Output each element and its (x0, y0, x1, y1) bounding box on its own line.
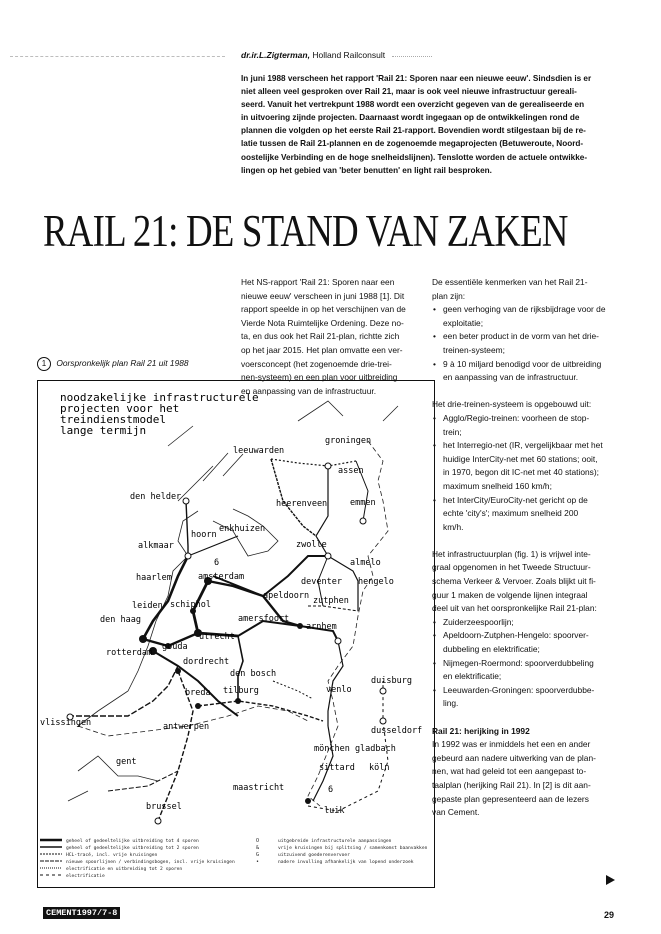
city-label-assen: assen (338, 466, 364, 476)
intro-line: niet alleen veel gesproken over Rail 21, maar is ook veel nieuwe infrastructuur gereali- (241, 87, 577, 97)
city-label-zwolle: zwolle (296, 540, 327, 550)
station-den-helder (183, 498, 189, 504)
city-label-arnhem: arnhem (306, 622, 337, 632)
city-label-deventer: deventer (301, 577, 342, 587)
bullet-line: en aanpassing van de infrastructuur. (443, 372, 579, 383)
body-line: Het NS-rapport 'Rail 21: Sporen naar een (241, 277, 395, 287)
bullet-item: • Zuiderzeespoorlijn; (432, 616, 622, 630)
legend-symbol: • (256, 859, 260, 865)
legend-item: geheel of gedeeltelijke uitbreiding tot 4 sporen (66, 839, 199, 844)
bullet-line: km/h. (443, 521, 464, 532)
city-label-vlissingen: vlissingen (40, 718, 92, 728)
continue-arrow-icon (606, 875, 615, 885)
legend-left-text (66, 838, 235, 879)
legend-item: vrije kruisingen bij splitsing / samenkomst baanvakken (278, 846, 428, 851)
rail-line-den-helder-alkmaar (186, 501, 188, 556)
city-label-schiphol: schiphol (170, 600, 211, 610)
figure-caption-text: Oorspronkelijk plan Rail 21 uit 1988 (56, 358, 189, 368)
map-title (60, 391, 259, 437)
bullet-line: en elektrificatie; (443, 671, 502, 682)
body-line: guur 1 maken de volgende lijnen integraal (432, 589, 588, 600)
bullet-line: dubbeling en elektrificatie; (443, 644, 540, 655)
city-label-gouda: gouda (162, 642, 188, 652)
bullet-item: • 9 à 10 miljard benodigd voor de uitbreiding (432, 358, 622, 372)
city-label-groningen: groningen (325, 436, 372, 446)
city-label-hengelo: hengelo (358, 577, 394, 587)
body-line: en aanpassing van de infrastructuur. (241, 385, 377, 396)
rail-line-leeuwarden-zwolle (271, 459, 316, 536)
city-label-zutphen: zutphen (313, 596, 349, 606)
section-heading: Rail 21: herijking in 1992 (432, 725, 530, 736)
city-label-amersfoort: amersfoort (238, 614, 290, 624)
bullet-line: treinen-systeem; (443, 344, 505, 355)
body-line: taalplan (herijking Rail 21). In [2] is dit aan- (432, 779, 591, 790)
city-label-venlo: venlo (326, 685, 352, 695)
city-label-duisburg: duisburg (371, 676, 412, 686)
byline-dotted-rule (392, 56, 432, 57)
legend-item: uitgebreide infrastructurele aanpassingen (278, 839, 392, 844)
body-line: nen, wat had geleid tot een aangepast to- (432, 766, 587, 777)
header-dashed-rule (10, 56, 225, 57)
city-label-leeuwarden: leeuwarden (233, 446, 285, 456)
article-title: RAIL 21: DE STAND VAN ZAKEN (43, 206, 568, 256)
city-label-leiden: leiden (132, 601, 163, 611)
intro-line: lingen op het gebied van 'beter benutten' en light rail besproken. (241, 165, 492, 175)
bullet-line: maximum snelheid 160 km/h; (443, 480, 552, 491)
legend-symbol: G (256, 852, 260, 858)
city-label-dusseldorf: dusseldorf (371, 726, 423, 736)
figure-number: 1 (37, 357, 51, 371)
legend-right-text (278, 838, 428, 865)
legend-item: uitzuivend goederenvervoer (278, 853, 350, 858)
city-label-g6: 6 (328, 785, 334, 795)
city-label-haarlem: haarlem (136, 573, 172, 583)
intro-line: in uitvoering zijnde projecten. Daarnaast wordt ingegaan op de ontwikkelingen rond de (241, 113, 580, 123)
bullet-item: • Leeuwarden-Groningen: spoorverdubbe- (432, 684, 622, 698)
station-den-haag (139, 635, 147, 643)
legend-symbol: O (256, 838, 260, 844)
body-line: De essentiële kenmerken van het Rail 21- (432, 277, 588, 287)
body-line: Het drie-treinen-systeem is opgebouwd uit: (432, 399, 592, 410)
map-title-line: lange termijn (60, 424, 147, 437)
legend-item: nadere invulling afhankelijk van lopend onderzoek (278, 860, 414, 865)
city-label-tilburg: tilburg (223, 686, 259, 696)
bullet-item: • geen verhoging van de rijksbijdrage voor de (432, 303, 622, 317)
city-label-amsterdam: amsterdam (198, 572, 245, 582)
bullet-line: echte 'city's'; maximum snelheid 200 (443, 508, 579, 519)
legend-item: electrificatie en uitbreiding tot 2 sporen (66, 867, 183, 872)
page-number: 29 (604, 910, 615, 920)
bullet-line: exploitatie; (443, 317, 484, 328)
city-label-breda: breda (185, 688, 211, 698)
legend-item: HCL-tracé, incl. vrije kruisingen (66, 853, 158, 858)
intro-line: In juni 1988 verscheen het rapport 'Rail 21: Sporen naar een nieuwe eeuw'. Sindsdien is er (241, 74, 592, 83)
bullet-item: • het Interregio-net (IR, vergelijkbaar met het (432, 439, 622, 453)
body-line: rapport speelde in op het verschijnen van de (241, 304, 406, 315)
body-line: nieuwe eeuw' verscheen in juni 1988 [1]. Dit (241, 290, 405, 301)
city-label-maastricht: maastricht (233, 783, 285, 793)
bullet-line: in 1970, begon dit IC-net met 40 stations); (443, 467, 599, 478)
belgian-coast (68, 756, 158, 801)
rail-map (38, 381, 434, 887)
body-line: nen-systeem) en een plan voor uitbreiding (241, 372, 398, 383)
body-line: schema Verkeer & Vervoer. Zoals blijkt uit fi- (432, 576, 596, 587)
rail-line-vlissingen-roosendaal (68, 666, 178, 716)
city-label-dordrecht: dordrecht (183, 657, 230, 667)
station-dordrecht (175, 668, 181, 674)
body-column-2 (432, 276, 622, 820)
rail-line-alkmaar-rotterdam (143, 556, 188, 639)
wadden-islands (178, 453, 243, 501)
body-line: voersconcept (het zogenoemde drie-trei- (241, 358, 392, 369)
body-line: ta, en dus ook het Rail 21-plan, richtte zich (241, 331, 400, 342)
intro-line: latie tussen de Rail 21-plannen en de zogenoemde megaprojecten (Betuweroute, Noord- (241, 139, 584, 149)
city-label-koln: köln (369, 763, 390, 773)
body-line: Het infrastructuurplan (fig. 1) is vrijwel inte- (432, 548, 591, 559)
author: dr.ir.L.Zigterman, (241, 50, 310, 60)
legend-right-symbols (256, 838, 259, 865)
bullet-item: • een beter product in de vorm van het drie- (432, 330, 622, 344)
legend-line-samples (40, 840, 62, 875)
city-label-den-helder: den helder (130, 492, 182, 502)
bullet-item: • Nijmegen-Roermond: spoorverdubbeling (432, 657, 622, 671)
bullet-line: trein; (443, 426, 462, 437)
map-title-line: treindienstmodel (60, 413, 166, 426)
station-brussel (155, 818, 161, 824)
city-label-brussel: brussel (146, 802, 182, 812)
byline (241, 50, 385, 60)
body-line: plan zijn: (432, 290, 466, 301)
city-label-alkmaar: alkmaar (138, 541, 174, 551)
station-breda (195, 703, 201, 709)
legend-item: geheel of gedeeltelijke uitbreiding tot 2 sporen (66, 846, 199, 851)
city-label-hoorn: hoorn (191, 530, 217, 540)
rail-line-gent-antwerpen (108, 771, 178, 791)
legend-symbol: & (256, 845, 260, 851)
city-label-enkhuizen: enkhuizen (219, 524, 266, 534)
intro-line: plannen die volgden op het eerste Rail 21-rapport. Bovendien wordt stilgestaan bij de re- (241, 126, 586, 136)
map-title-line: projecten voor het (60, 402, 180, 415)
body-line: gebeurd aan nadere uitwerking van de plan- (432, 752, 596, 763)
station-emmen (360, 518, 366, 524)
rail-line-den-bosch-nijmegen (273, 681, 313, 699)
station-arnhem (335, 638, 341, 644)
intro-line: seerd. Vanuit het vertrekpunt 1988 wordt een overzicht gegeven van de gerealiseerde en (241, 100, 585, 110)
rail-line-apeldoorn-hengelo (308, 606, 358, 611)
city-label-heerenveen: heerenveen (276, 499, 328, 509)
rail-line-breda-venlo (198, 701, 323, 721)
rail-line-leeuwarden-groningen (271, 459, 356, 466)
city-label-monchengladbach: mönchen gladbach (314, 744, 396, 754)
station-amersfoort (297, 623, 303, 629)
city-labels (40, 436, 422, 816)
station-duisburg (380, 688, 386, 694)
body-line: op het jaar 2015. Het plan omvatte een ver- (241, 344, 403, 355)
intro-paragraph (241, 72, 619, 177)
city-label-apeldoorn: apeldoorn (263, 591, 310, 601)
legend-item: nieuwe spoorlijnen / verbindingsbogen, incl. vrije kruisingen (66, 860, 235, 865)
bullet-line: huidige InterCity-net met 60 stations; ooit, (443, 453, 598, 464)
city-label-den-haag: den haag (100, 615, 141, 625)
legend-item: electrificatie (66, 874, 105, 879)
body-line: In 1992 was er inmiddels het een en ander (432, 739, 591, 750)
city-label-lelystad: 6 (214, 558, 220, 568)
station-groningen (325, 463, 331, 469)
intro-line: oostelijke Verbinding en de hoge snelheidslijnen). Tenslotte worden de actuele ontwikke- (241, 152, 588, 162)
body-line: gepaste plan gepresenteerd aan de lezers (432, 793, 589, 804)
station-tilburg (235, 698, 241, 704)
map-legend (40, 838, 428, 879)
body-line: Vierde Nota Ruimtelijke Ordening. Deze no- (241, 317, 404, 328)
city-label-utrecht: utrecht (199, 632, 235, 642)
city-label-luik: luik (324, 806, 345, 816)
affiliation: Holland Railconsult (312, 50, 386, 60)
bullet-line: ling. (443, 698, 459, 709)
city-label-emmen: emmen (350, 498, 376, 508)
bullet-item: • het InterCity/EuroCity-net gericht op de (432, 494, 622, 508)
journal-issue-label: CEMENT1997/7-8 (43, 907, 120, 919)
station-zwolle (325, 553, 331, 559)
station-maastricht (305, 798, 311, 804)
body-line: graal opgenomen in het Tweede Structuur- (432, 562, 591, 573)
station-alkmaar (185, 553, 191, 559)
city-label-antwerpen: antwerpen (163, 722, 210, 732)
city-label-den-bosch: den bosch (230, 669, 277, 679)
body-line: van Cement. (432, 807, 480, 818)
city-label-sittard: sittard (319, 763, 355, 773)
city-label-almelo: almelo (350, 558, 381, 568)
city-label-gent: gent (116, 757, 137, 767)
station-dusseldorf (380, 718, 386, 724)
map-title-line: noodzakelijke infrastructurele (60, 391, 259, 404)
figure-frame (37, 380, 435, 888)
bullet-item: • Apeldoorn-Zutphen-Hengelo: spoorver- (432, 629, 622, 643)
bullet-item: • Agglo/Regio-treinen: voorheen de stop- (432, 412, 622, 426)
figure-caption (37, 357, 189, 371)
city-label-rotterdam: rotterdam (106, 648, 153, 658)
body-line: deel uit van het oorspronkelijke Rail 21-plan: (432, 603, 597, 614)
